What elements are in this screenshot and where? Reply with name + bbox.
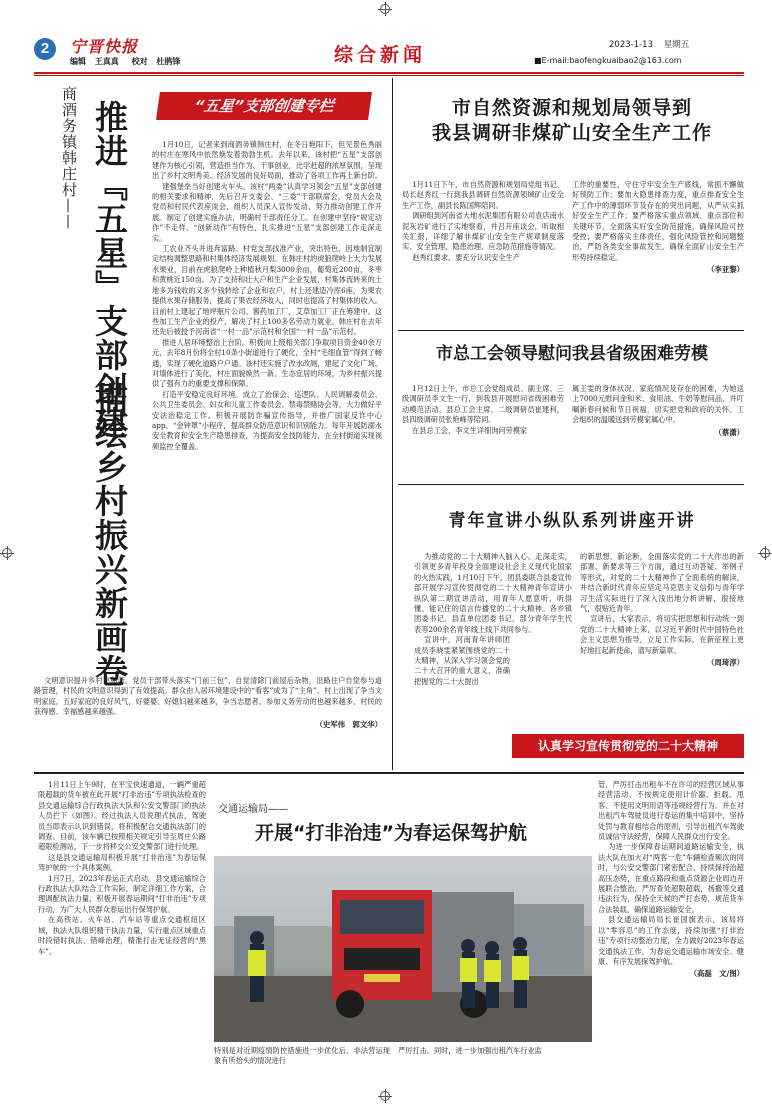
- story1-paragraph: 1月10日，记者来到商酒务镇韩庄村，在冬日艳阳下，但见景色秀丽的村庄在寒风中依然焕发着勃勃生机。去年以来，该村把“五星”支部创建作为核心引领，营造担当作为、干事创业，比学赶超的浓厚氛围，呈现出了乡村文明秀美、经济发展的良好局面，推动了各项工作再上新台阶。: [152, 140, 383, 181]
- story2-byline: （李亚黎）: [707, 265, 744, 275]
- story2-paragraph: 1月11日下午，市自然资源和规划局党组书记、局长赵秀红一行到我县调研自然资源领域矿山安全生产工作，副县长陈国辉陪同。: [402, 180, 564, 210]
- story1-banner: “五星”支部创建专栏: [156, 92, 372, 120]
- story4-paragraph: 的新思想、新论断，全面落实党的二十大作出的新部署、新要求等三个方面，通过互动答疑、举例子等形式，对党的二十大精神作了全面系统的解读，并结合新时代青年应坚定马克思主义信仰与青年学习生活实际进行了深入浅出地分析讲解，很接地气，很贴近青年。: [580, 552, 744, 614]
- header-rule-thin: [34, 75, 744, 76]
- story4-col1: [414, 552, 572, 687]
- story5-paragraph: 这是县交通运输局积极开展“打非治违”为春运保驾护航的一个具体案例。: [38, 852, 206, 873]
- column-divider-left: [392, 78, 393, 770]
- story5-paragraph: 1月11日上午9时，在平宝快速通道，一辆严重超限超载的货车被在此开展“打非治违”专项执法检查的县交通运输综合行政执法大队和公安交警部门的执法人员拦下（如图）。经过执法人员说理式执法，驾驶员当即表示认识到错误，将积极配合交通执法部门的调查。目前，该车辆已按照相关规定引导至周庄公路超限检测站，下一步将移交公安交警部门进行处理。: [38, 780, 206, 852]
- proof-label: 校对: [131, 57, 148, 66]
- story5-col1: [38, 780, 206, 957]
- story2-rule: [398, 330, 744, 331]
- issue-date: 2023-1-13: [609, 40, 653, 50]
- story2-col2: [572, 180, 744, 276]
- story1-paragraph: 工农业齐头并进奔富路。村党支部找准产业，突出特色，因地制宜制定结构调整思路和村集体经济发展规划。在韩庄村的虎狼爬岭上大力发展水果业，目前在虎狼爬岭上种植秋月梨3000余亩，葡萄近200亩，冬枣和黄桃近150亩。为了支持和壮大户和生产企业发展，村集体流转来的土地多为钱收的又多少钱转给了企业和农户，村上还建造冷库6座，为果农提供水果存储服务，提高了果农经济收入，同时也提高了村集体的收入。目前村上建起了地坪瓶片公司、酱药加工厂，艾草加工厂正在筹建中。这些加工生产企业的投产，解决了村上100多名劳动力就业。韩庄村在去年还先后被授予河南省“一村一品”示范村和全国“一村一品”示范村。: [152, 244, 383, 337]
- registration-mark-right: [760, 548, 770, 558]
- story5-paragraph: 县交通运输局局长崔国旗表示，该局将以“零容忍”的工作态度，持续加强“打非治违”专项行动整治力度，全力做好2023年春运交通执法工作，为春运交通运输市场安全、健康、有序发展保驾护航。: [598, 915, 744, 966]
- registration-mark-bottom: [380, 1091, 390, 1101]
- story1-headline-2: 描绘乡村振兴新画卷: [90, 382, 129, 688]
- story1-headline-1: 推进『五星』支部创建: [90, 100, 129, 440]
- story1-kicker: 商酒务镇韩庄村——: [60, 86, 78, 230]
- proofer-name: 杜鹃锋: [156, 57, 181, 66]
- contact-email: ■E-mail:baofengkuaibao2@163.com: [534, 56, 682, 65]
- story4-col2: [580, 552, 744, 668]
- editor-label: 编辑: [70, 57, 86, 66]
- story1-paragraph: 建强堡垒当好创建火车头。该村“两委”认真学习领会“五星”支部创建的相关要求和精神，先后召开支委会、“三委”干部联席会，党员大会及党员和村民代表座谈会，组织人员深入宣传发动，努力推动创建工作开展。制定了创建实施办法，明确村干部责任分工。在创建中坚持“规定动作”不走样、“创新动作”有特色，扎实推进“五星”支部创建工作走深走实。: [152, 181, 382, 243]
- story3-col1: [402, 384, 564, 436]
- story1-paragraph: 推进人居环境整治上台阶。积极向上级相关部门争取项目资金40余万元，去年8月份将全村10条小街道进行了硬化，全村“毛细血管”得到了畅通，实现了硬化道路户户通。该村还实施了改水改厕，建起了文化广场，对墙体进行了美化，村庄面貌焕然一新。生态宜居的环境，为乡村振兴提供了强有力的重要支撑和保障。: [152, 337, 383, 389]
- section-title: 综合新闻: [334, 44, 427, 66]
- story1-body: [152, 140, 382, 484]
- story5-col3: [598, 780, 744, 980]
- issue-weekday: 星期五: [663, 40, 690, 50]
- story3-rule: [398, 484, 744, 485]
- story2-col1: [402, 180, 564, 263]
- story1-paragraph: 文明意识提升乡村更和谐。党员干部带头落实“门前三包”，自觉清除门前屋后杂物，沿路住户自觉参与道路管理，村民的文明意识得到了有效提高。群众由人居环境建设中的“看客”成为了“主角”。村上出现了争当文明家庭，五好家庭的良好风气，好婆婆、好媳妇越来越多，争当志愿者、参加义务劳动的也越来越多，村民的获得感、幸福感越来越强。: [34, 676, 382, 717]
- story5-byline: （高磊 文/图）: [689, 969, 744, 979]
- editor-line: [70, 56, 180, 67]
- story5-kicker: 交通运输局——: [218, 804, 288, 815]
- story4-paragraph: 为推动党的二十大精神入脑入心、走深走实，引领更多青年投身全面建设社会主义现代化国家的火热实践，1月10日下午，团县委联合县委宣传部开展学习宣传贯彻党的二十大精神青年宣讲小纵队第二期宣讲活动，用青年人愿意听、听得懂、能记住的语言传播党的二十大精神。各乡镇团委书记、县直单位团委书记，部分青年学生代表等200余名青年线上线下共同参与。: [414, 552, 572, 634]
- story2-headline: [400, 96, 744, 146]
- story5-paragraph: 管，严厉打击出租车不在许可的经营区域从事经营活动、不按规定使用计价器、拒载、甩客、不使用文明用语等违规经营行为。并在对出租汽车驾驶员进行春运的集中培训中，坚持处罚与教育相结合的原则，引导出租汽车驾驶员诚信守法经营，保障人民群众出行安全。: [598, 780, 744, 842]
- masthead-logo: 宁晋快报: [70, 37, 139, 56]
- story1-body-wide: [34, 676, 382, 730]
- story5-paragraph: 在高铁站、火车站、汽车站等重点交通枢纽区域，执法大队组织精干执法力量，实行重点区域重点时段错时执法、错峰治理，精准打击无证经营的“黑车”。: [38, 915, 206, 956]
- story4-banner: 认真学习宣传贯彻党的二十大精神: [512, 734, 744, 758]
- story5-paragraph: 1月7日，2023年春运正式启动。县交通运输综合行政执法大队结合工作实际，制定详细工作方案，合理调配执法力量，积极开展春运期间“打非治违”专项行动，为广大人民群众春运出行保驾护航。: [38, 873, 206, 914]
- story3-col2: [572, 384, 744, 438]
- story3-headline: 市总工会领导慰问我县省级困难劳模: [436, 344, 708, 364]
- page-header: [34, 34, 744, 72]
- section-divider: [34, 772, 744, 774]
- story2-headline-line1: 市自然资源和规划局领导到: [451, 97, 692, 119]
- story1-paragraph: 打造平安稳定良好环境。成立了治保会、巡逻队、人民调解委员会、公共卫生委员会、妇女和儿童工作委员会、禁毒禁赌协会等，大力做好平安法治稳定工作。积极开展防诈骗宣传指导，并推广国家反诈中心app、“金钟罩”小程序，提高群众防范意识和识别能力。每年开展防溺水安全教育和安全生产隐患排查，为提高安全技防能力，在全村街道实现视频监控全覆盖。: [152, 389, 382, 451]
- story5-paragraph: 严厉打击。同时，进一步加强出租汽车行业监: [398, 1046, 542, 1055]
- story3-paragraph: 属王雯的身体状况、家庭情况及存在的困难，为她送上7000元慰问金和米、食用油、牛奶等慰问品，并叮嘱新春问候和节日祝福，切实把党和政府的关怀、工会组织的温暖送到劳模家属心中。: [572, 384, 744, 425]
- story2-headline-line2: 我县调研非煤矿山安全生产工作: [431, 122, 712, 144]
- story2-paragraph: 工作的重要性，守住守牢安全生产底线，常抓不懈做好预防工作；要加大隐患排查力度，重点排查安全生产工作中的薄弱环节及存在的突出问题，从严从实抓好安全生产工作；要严格落实重点领域、重点部位和关键环节，全面落实好安全防范措施，确保风险可控受控；要严格落实主体责任，强化风险管控和问题整治，严防各类安全事故发生，确保全面矿山安全生产形势持续稳定。: [572, 180, 744, 262]
- story5-under-photo-col1: [214, 1046, 390, 1067]
- story4-paragraph: 宣讲中，河南青年讲师团成员李晓雯紧紧围绕党的二十大精神，从深入学习领会党的二十大召开的重大意义，准确把握党的二十大提出: [414, 635, 510, 686]
- story4-byline: （周琦淳）: [707, 658, 744, 668]
- registration-mark-top: [380, 4, 390, 14]
- story1-byline: （史军伟 郭文华）: [315, 719, 382, 729]
- story4-headline: 青年宣讲小纵队系列讲座开讲: [448, 511, 696, 531]
- story5-under-photo-col2: [398, 1046, 592, 1056]
- story3-byline: （蔡潇）: [714, 427, 744, 437]
- story3-paragraph: 1月12日上午，市总工会党组成员、副主席、三级调研员李文生一行，到我县开展慰问省级困难劳动模范活动。县总工会主席、二级调研员崔建利，县四级调研员张艳峰等陪同。: [402, 384, 564, 425]
- news-photo: [214, 856, 592, 1042]
- page-number-badge: 2: [34, 38, 56, 60]
- story5-paragraph: 为进一步保障春运期间道路运输安全，执法大队在加大对“两客一危”车辆检查频次的同时，与公安交警部门紧密配合，持续保持治超高压态势，在重点路段和重点货源企业周边开展联合整治，严厉查处超限超载，扬撒等交通违法行为，保持全天候的严打态势，规范货车合法装载，确保道路运输安全。: [598, 842, 744, 914]
- date-line: [609, 38, 689, 50]
- story5-headline: 开展“打非治违”为春运保驾护航: [255, 822, 527, 844]
- editor-name: 王真真: [94, 57, 119, 66]
- story3-paragraph: 在县总工会，李文生详细询问劳模家: [412, 425, 528, 435]
- registration-mark-left: [2, 548, 12, 558]
- header-rule: [34, 72, 744, 74]
- story5-paragraph: 特别是对近期疫情防控措施进一步优化后，非法营运现象有所抬头的情况进行: [214, 1046, 390, 1066]
- story2-paragraph: 调研组到河南省大地水泥集团有限公司袁店南水泥灰岩矿进行了实地察看，并召开座谈会，听取相关汇报，详细了解非煤矿山安全生产规章制度落实、安全管理、隐患治理、应急防范措施等情况。: [402, 211, 564, 252]
- story4-paragraph: 宣讲后，大家表示，将切实把思想和行动统一到党的二十大精神上来，以习近平新时代中国特色社会主义思想为指导，立足工作实际，在新征程上更好地扛起新使命，谱写新篇章。: [580, 614, 744, 655]
- news-photo-illustration: [214, 856, 592, 1042]
- story2-paragraph: 赵秀红要求，要充分认识安全生产: [412, 252, 520, 262]
